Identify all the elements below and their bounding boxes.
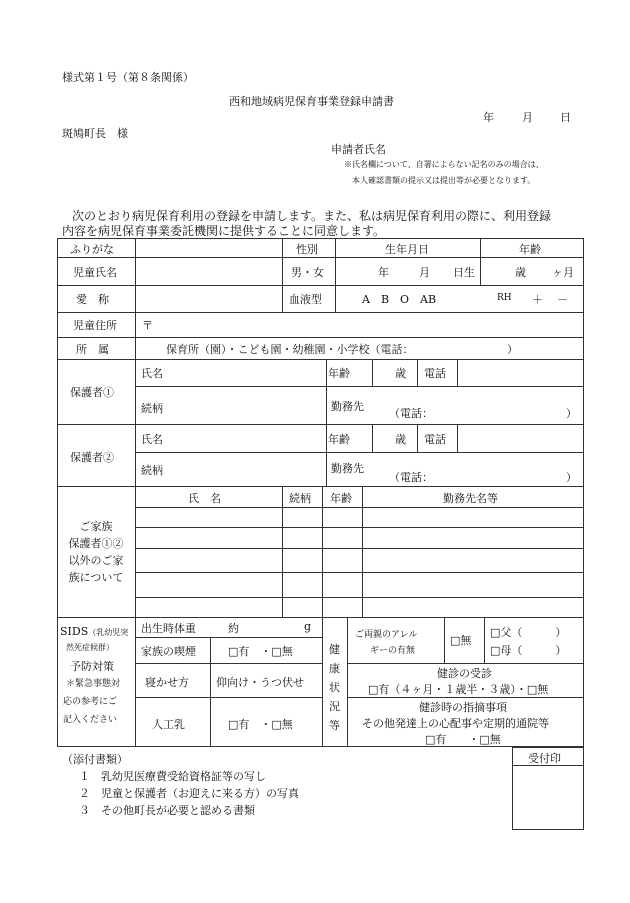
birth-month-label: 月 — [419, 266, 430, 279]
family-col-work: 勤務先名等 — [443, 492, 498, 505]
signature-note: ※氏名欄について、自署によらない記名のみの場合は、 — [344, 160, 544, 169]
intro-text-2: 内容を病児保育事業委託機関に提供することに同意します。 — [62, 224, 386, 238]
furigana-label: ふりがな — [70, 243, 114, 256]
age-months-label: ヶ月 — [552, 266, 574, 279]
sleep-position-options[interactable]: 仰向け・うつ伏せ — [216, 676, 304, 689]
addressee: 斑鳩町長 様 — [62, 127, 128, 140]
sids-note-2: 応の参考にご — [63, 697, 118, 707]
receipt-stamp-label: 受付印 — [528, 752, 561, 765]
guardian-1-work-tel-close: ） — [566, 407, 577, 420]
signature-note-2: 本人確認書類の提示又は提出等が必要となります。 — [352, 176, 536, 185]
sids-note-1: ＊緊急事態対 — [66, 679, 121, 689]
birth-day-label: 日生 — [453, 266, 475, 279]
guardian-2-age-label: 年齢 — [328, 433, 350, 446]
application-form-table — [57, 238, 584, 747]
formula-options[interactable]: □有 ・□無 — [228, 718, 293, 731]
family-col-age: 年齢 — [330, 492, 352, 505]
allergy-mother-checkbox[interactable]: □母（ ） — [490, 644, 567, 657]
guardian-2-work-label: 勤務先 — [331, 462, 364, 475]
guardian-1-sai: 歳 — [395, 367, 406, 380]
guardian-1-label: 保護者① — [70, 386, 114, 399]
guardian-1-age-label: 年齢 — [328, 367, 350, 380]
checkup-notes-options[interactable]: □有 ・□無 — [425, 733, 501, 746]
checkup-notes-text: その他発達上の心配事や定期的通院等 — [362, 717, 549, 730]
guardian-1-work-tel: （電話： — [389, 407, 433, 420]
nickname-field[interactable] — [135, 286, 282, 312]
attachment-item: ３ その他町長が必要と認める書類 — [79, 804, 255, 817]
age-header: 年齢 — [519, 243, 541, 256]
birth-weight-approx: 約 — [228, 622, 239, 635]
affiliation-label: 所 属 — [76, 343, 109, 356]
checkup-notes-title: 健診時の指摘事項 — [419, 701, 507, 714]
page-title: 西和地域病児保育事業登録申請書 — [229, 95, 394, 108]
parent-allergy-label-2: ギーの有無 — [370, 646, 416, 656]
family-smoking-label: 家族の喫煙 — [141, 645, 196, 658]
guardian-2-sai: 歳 — [395, 433, 406, 446]
birth-weight-unit: g — [304, 620, 312, 633]
age-years-label: 歳 — [515, 266, 526, 279]
sleep-position-label: 寝かせ方 — [145, 676, 189, 689]
rh-positive[interactable]: ＋ — [532, 293, 543, 306]
family-smoking-options[interactable]: □有 ・□無 — [228, 645, 293, 658]
attachments-title: （添付書類） — [62, 753, 128, 766]
family-col-relation: 続柄 — [289, 492, 311, 505]
guardian-1-tel-label: 電話 — [424, 367, 446, 380]
attachment-item: ２ 児童と保護者（お迎えに来る方）の写真 — [79, 787, 299, 800]
postal-mark: 〒 — [142, 319, 153, 332]
birthdate-header: 生年月日 — [385, 243, 429, 256]
date-month-label: 月 — [522, 111, 533, 124]
guardian-2-relation-label: 続柄 — [141, 464, 163, 477]
applicant-name-label: 申請者氏名 — [331, 143, 386, 156]
sids-label: SIDS（乳幼児突 — [60, 625, 129, 638]
guardian-2-name-label: 氏名 — [141, 433, 163, 446]
sids-prevention-label: 予防対策 — [70, 660, 114, 673]
family-col-name: 氏 名 — [188, 492, 221, 505]
checkup-title: 健診の受診 — [437, 667, 492, 680]
attachment-item: １ 乳幼児医療費受給資格証等の写し — [79, 770, 266, 783]
allergy-none-checkbox[interactable]: □無 — [450, 634, 472, 647]
birth-weight-label: 出生時体重 — [141, 622, 196, 635]
date-year-label: 年 — [483, 111, 494, 124]
child-address-label: 児童住所 — [73, 319, 117, 332]
date-day-label: 日 — [560, 111, 571, 124]
guardian-2-label: 保護者② — [70, 451, 114, 464]
allergy-father-checkbox[interactable]: □父（ ） — [490, 626, 567, 639]
nickname-label: 愛 称 — [76, 293, 109, 306]
guardian-2-work-tel: （電話： — [389, 471, 433, 484]
guardian-1-relation-label: 続柄 — [141, 402, 163, 415]
rh-label: RH — [497, 293, 512, 303]
affiliation-options[interactable]: 保育所（園）・こども園・幼稚園・小学校（電話： ） — [166, 343, 518, 356]
guardian-1-work-label: 勤務先 — [331, 400, 364, 413]
sids-label-sub: 然死症候群） — [66, 643, 114, 652]
blood-type-label: 血液型 — [289, 293, 322, 306]
guardian-2-work-tel-close: ） — [566, 471, 577, 484]
gender-header: 性別 — [296, 243, 318, 256]
form-number: 様式第１号（第８条関係） — [62, 71, 194, 84]
guardian-2-tel-label: 電話 — [424, 433, 446, 446]
birth-year-label: 年 — [378, 266, 389, 279]
checkup-options[interactable]: □有（４ヶ月・１歳半・３歳）・□無 — [368, 683, 549, 696]
parent-allergy-label: ご両親のアレル — [355, 630, 418, 640]
formula-label: 人工乳 — [152, 718, 185, 731]
gender-options[interactable]: 男・女 — [291, 266, 324, 279]
guardian-1-name-label: 氏名 — [141, 367, 163, 380]
health-status-label: 健 康 状 況 等 — [329, 643, 340, 732]
blood-type-options[interactable]: A B O AB — [362, 293, 437, 306]
child-name-label: 児童氏名 — [73, 266, 117, 279]
rh-negative[interactable]: － — [557, 293, 568, 306]
intro-text: 次のとおり病児保育利用の登録を申請します。また、私は病児保育利用の際に、利用登録 — [72, 209, 552, 223]
sids-note-3: 記入ください — [63, 715, 118, 725]
child-name-field[interactable] — [135, 258, 282, 285]
family-section-label: ご家族 保護者①② 以外のご家 族について — [68, 520, 124, 584]
